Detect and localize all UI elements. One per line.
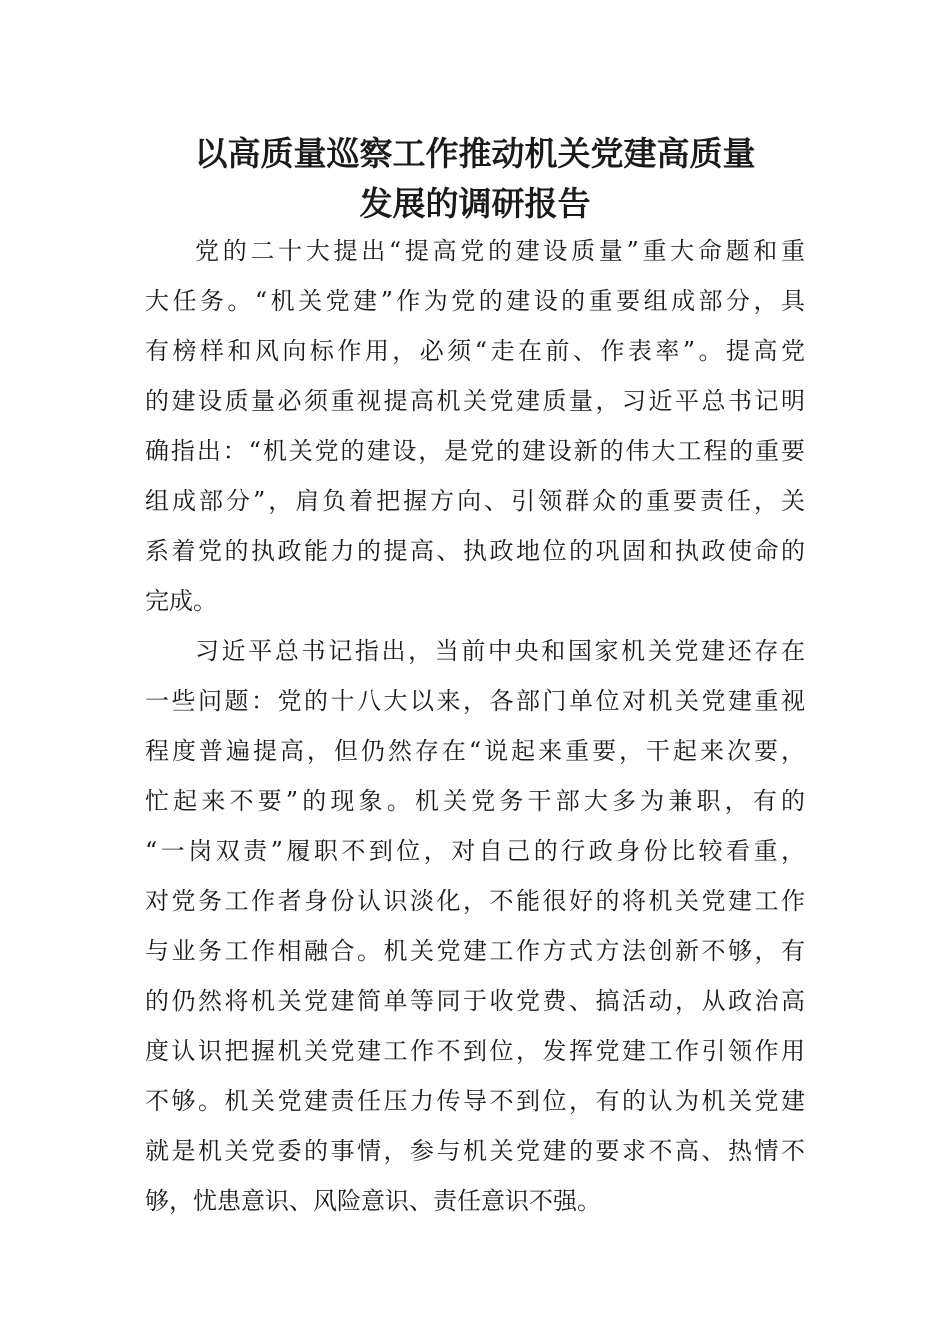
paragraph-line: 程度普遍提高，但仍然存在“说起来重要，干起来次要，: [145, 737, 805, 765]
paragraph-line: 系着党的执政能力的提高、执政地位的巩固和执政使命的: [145, 537, 805, 565]
paragraph-line: 确指出：“机关党的建设，是党的建设新的伟大工程的重要: [145, 437, 805, 465]
document-title-line-2: 发展的调研报告: [359, 184, 591, 223]
paragraph-line: 就是机关党委的事情，参与机关党建的要求不高、热情不: [145, 1137, 805, 1165]
paragraph-line: 的建设质量必须重视提高机关党建质量，习近平总书记明: [145, 387, 805, 415]
paragraph-line: “一岗双责”履职不到位，对自己的行政身份比较看重，: [145, 837, 805, 865]
paragraph-line: 一些问题：党的十八大以来，各部门单位对机关党建重视: [145, 687, 805, 715]
paragraph-line: 大任务。“机关党建”作为党的建设的重要组成部分，具: [145, 287, 805, 315]
paragraph-line: 对党务工作者身份认识淡化，不能很好的将机关党建工作: [145, 887, 805, 915]
paragraph-line: 够，忧患意识、风险意识、责任意识不强。: [145, 1187, 601, 1215]
document-title-line-1: 以高质量巡察工作推动机关党建高质量: [194, 134, 756, 173]
paragraph-line: 的仍然将机关党建简单等同于收党费、搞活动，从政治高: [145, 987, 805, 1015]
paragraph-line: 度认识把握机关党建工作不到位，发挥党建工作引领作用: [145, 1037, 805, 1065]
paragraph-line: 有榜样和风向标作用，必须“走在前、作表率”。提高党: [145, 337, 805, 365]
paragraph-line: 与业务工作相融合。机关党建工作方式方法创新不够，有: [145, 937, 805, 965]
paragraph-line: 忙起来不要”的现象。机关党务干部大多为兼职，有的: [145, 787, 805, 815]
paragraph-line: 不够。机关党建责任压力传导不到位，有的认为机关党建: [145, 1087, 805, 1115]
paragraph-line: 党的二十大提出“提高党的建设质量”重大命题和重: [195, 237, 805, 265]
paragraph-line: 组成部分”，肩负着把握方向、引领群众的重要责任，关: [145, 487, 805, 515]
paragraph-line: 完成。: [145, 587, 217, 615]
paragraph-line: 习近平总书记指出，当前中央和国家机关党建还存在: [195, 637, 805, 665]
